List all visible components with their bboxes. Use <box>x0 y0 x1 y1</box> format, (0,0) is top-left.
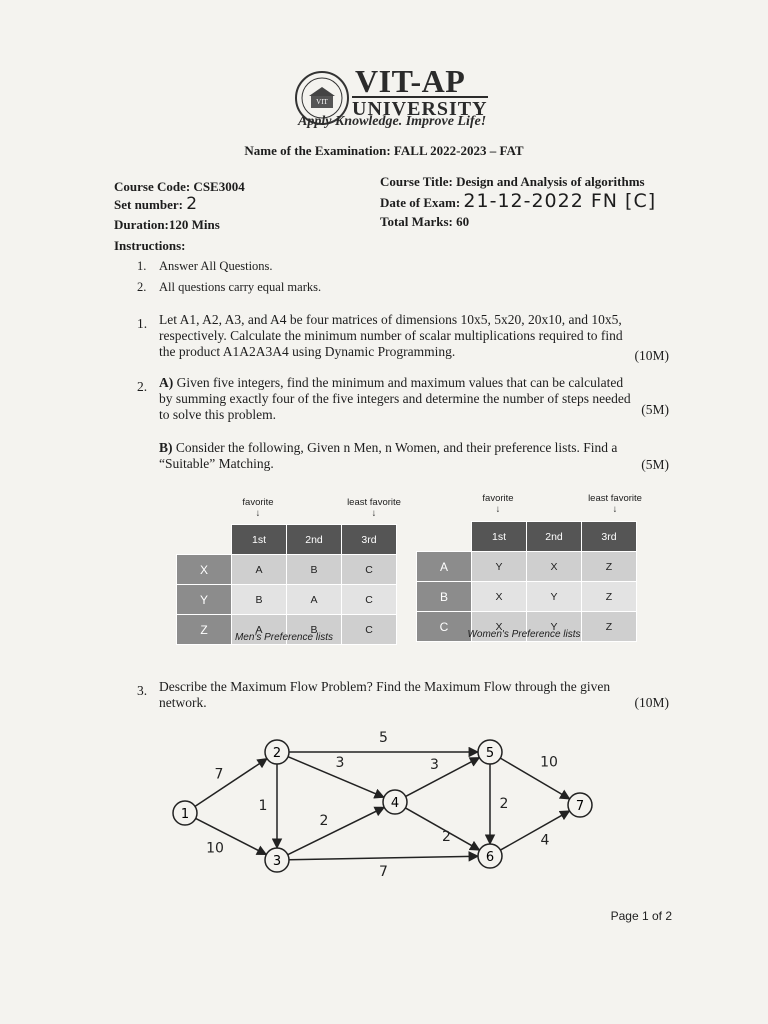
node-7 <box>568 793 592 817</box>
women-col-2nd: 2nd <box>527 522 582 552</box>
question-2b-line-1-text: Consider the following, Given n Men, n Women, and their preference lists. Find a <box>175 440 618 455</box>
table-cell: Y <box>527 582 582 612</box>
edge-capacity-label: 5 <box>379 730 388 746</box>
question-1-number: 1. <box>137 316 148 331</box>
women-row-name: A <box>417 552 472 582</box>
edge-capacity-label: 7 <box>379 864 388 880</box>
edge-capacity-label: 2 <box>319 813 329 829</box>
table-row <box>417 552 637 582</box>
edge-capacity-label: 2 <box>442 829 451 845</box>
question-1-line-3: the product A1A2A3A4 using Dynamic Programming. <box>159 344 456 359</box>
flow-network-diagram <box>150 725 630 890</box>
set-number-label: Set number: <box>114 197 183 212</box>
women-row-name: B <box>417 582 472 612</box>
women-col-3rd: 3rd <box>582 522 637 552</box>
instruction-item-1: Answer All Questions. <box>159 259 273 273</box>
course-code: Course Code: CSE3004 <box>114 179 245 194</box>
duration: Duration:120 Mins <box>114 217 220 232</box>
table-cell: X <box>472 582 527 612</box>
node-label: 6 <box>485 850 495 865</box>
men-favorite-arrow: ↓ <box>255 508 261 519</box>
women-least-favorite-label <box>575 493 655 515</box>
edge-capacity-label: 2 <box>499 796 509 812</box>
exam-date <box>380 190 656 212</box>
node-label: 3 <box>272 854 282 869</box>
question-2a-line-3: to solve this problem. <box>159 407 276 422</box>
edge-4-5 <box>406 758 480 797</box>
exam-name: Name of the Examination: FALL 2022-2023 – FAT <box>244 143 524 158</box>
women-row-name: C <box>417 612 472 642</box>
men-row-name: X <box>177 555 232 585</box>
women-table-caption: Women's Preference lists <box>467 629 581 640</box>
question-3-number: 3. <box>137 683 148 698</box>
edge-capacity-label: 10 <box>540 754 558 771</box>
node-4 <box>383 790 407 814</box>
question-3-marks: (10M) <box>634 695 669 710</box>
question-1-line-1: Let A1, A2, A3, and A4 be four matrices of dimensions 10x5, 5x20, 20x10, and 10x5, <box>159 312 622 327</box>
table-cell: B <box>287 555 342 585</box>
course-title: Course Title: Design and Analysis of algorithms <box>380 174 645 189</box>
node-label: 4 <box>390 796 400 811</box>
node-3 <box>265 848 289 872</box>
edge-capacity-label: 7 <box>214 766 224 783</box>
table-cell: B <box>232 585 287 615</box>
question-2b-label: B) <box>159 440 173 455</box>
university-name: VIT-AP <box>355 63 466 99</box>
table-cell: A <box>232 555 287 585</box>
node-label: 1 <box>180 807 190 822</box>
page-number: Page 1 of 2 <box>610 909 672 923</box>
instruction-item-2: All questions carry equal marks. <box>159 280 322 294</box>
men-favorite-text: favorite <box>242 497 274 508</box>
table-cell: Z <box>582 582 637 612</box>
exam-date-label: Date of Exam: <box>380 195 461 210</box>
node-label: 7 <box>575 799 585 814</box>
table-row <box>177 555 397 585</box>
node-label: 2 <box>272 746 282 761</box>
question-2a-marks: (5M) <box>641 402 669 417</box>
edge-1-2 <box>195 759 267 807</box>
men-least-text: least favorite <box>347 497 401 508</box>
men-table-corner <box>177 525 232 555</box>
exam-date-value: 21-12-2022 FN [C] <box>463 190 657 212</box>
men-favorite-label <box>228 497 288 519</box>
question-3-line-2: network. <box>159 695 207 710</box>
instructions-heading: Instructions: <box>114 238 186 253</box>
question-2a-line-1-text: Given five integers, find the minimum and maximum values that can be calculated <box>176 375 624 390</box>
question-2b-marks: (5M) <box>641 457 669 472</box>
men-row-name: Y <box>177 585 232 615</box>
node-1 <box>173 801 197 825</box>
table-cell: Y <box>527 612 582 642</box>
question-2a-line-1 <box>159 375 669 391</box>
table-row <box>417 582 637 612</box>
men-least-favorite-label <box>334 497 414 519</box>
node-6 <box>478 844 502 868</box>
women-col-1st: 1st <box>472 522 527 552</box>
table-row <box>177 585 397 615</box>
men-col-2nd: 2nd <box>287 525 342 555</box>
women-favorite-label <box>468 493 528 515</box>
question-1-line-2: respectively. Calculate the minimum number of scalar multiplications required to find <box>159 328 623 343</box>
men-row-name: Z <box>177 615 232 645</box>
women-table-corner <box>417 522 472 552</box>
question-2b-line-2: “Suitable” Matching. <box>159 456 274 471</box>
table-cell: C <box>342 615 397 645</box>
node-label: 5 <box>485 746 495 761</box>
men-table-caption: Men's Preference lists <box>234 632 334 643</box>
edge-capacity-label: 1 <box>258 798 268 814</box>
table-cell: Y <box>472 552 527 582</box>
edge-6-7 <box>500 811 569 850</box>
table-cell: B <box>287 615 342 645</box>
question-2a-label: A) <box>159 375 174 390</box>
question-1-marks: (10M) <box>634 348 669 363</box>
question-2b-line-1 <box>159 440 669 456</box>
node-2 <box>265 740 289 764</box>
question-2b <box>159 440 669 474</box>
set-number <box>114 194 198 214</box>
table-cell: C <box>342 555 397 585</box>
men-table-header-row <box>177 525 397 555</box>
table-cell: Z <box>582 552 637 582</box>
women-favorite-arrow: ↓ <box>495 504 501 515</box>
table-cell: A <box>232 615 287 645</box>
edge-capacity-label: 4 <box>540 832 550 849</box>
edge-capacity-label: 3 <box>430 757 439 773</box>
total-marks: Total Marks: 60 <box>380 214 470 229</box>
question-2a <box>159 375 669 427</box>
table-cell: Z <box>582 612 637 642</box>
women-least-text: least favorite <box>588 493 642 504</box>
question-1 <box>159 312 669 364</box>
edge-capacity-label: 3 <box>335 755 345 771</box>
women-table-header-row <box>417 522 637 552</box>
men-preference-table <box>176 524 397 645</box>
edge-capacity-label: 10 <box>206 840 224 857</box>
women-least-arrow: ↓ <box>612 504 618 515</box>
question-2a-line-2: by summing exactly four of the five integers and determine the number of steps needed <box>159 391 631 406</box>
women-favorite-text: favorite <box>482 493 514 504</box>
question-3-line-1: Describe the Maximum Flow Problem? Find the Maximum Flow through the given <box>159 679 611 694</box>
set-number-value: 2 <box>186 194 199 214</box>
men-col-3rd: 3rd <box>342 525 397 555</box>
table-cell: X <box>527 552 582 582</box>
university-word: UNIVERSITY <box>352 98 488 120</box>
university-tagline: Apply Knowledge. Improve Life! <box>298 114 487 129</box>
table-cell: X <box>472 612 527 642</box>
men-least-arrow: ↓ <box>371 508 377 519</box>
instruction-number-2: 2. <box>137 280 147 294</box>
edge-3-6 <box>289 856 478 860</box>
table-cell: A <box>287 585 342 615</box>
table-cell: C <box>342 585 397 615</box>
edge-3-4 <box>288 807 384 854</box>
question-3 <box>159 679 669 713</box>
edge-5-7 <box>500 758 569 799</box>
node-5 <box>478 740 502 764</box>
women-preference-table <box>416 521 637 642</box>
men-col-1st: 1st <box>232 525 287 555</box>
instruction-number-1: 1. <box>137 259 147 273</box>
question-2-number: 2. <box>137 379 148 394</box>
seal-text: VIT <box>316 98 328 106</box>
